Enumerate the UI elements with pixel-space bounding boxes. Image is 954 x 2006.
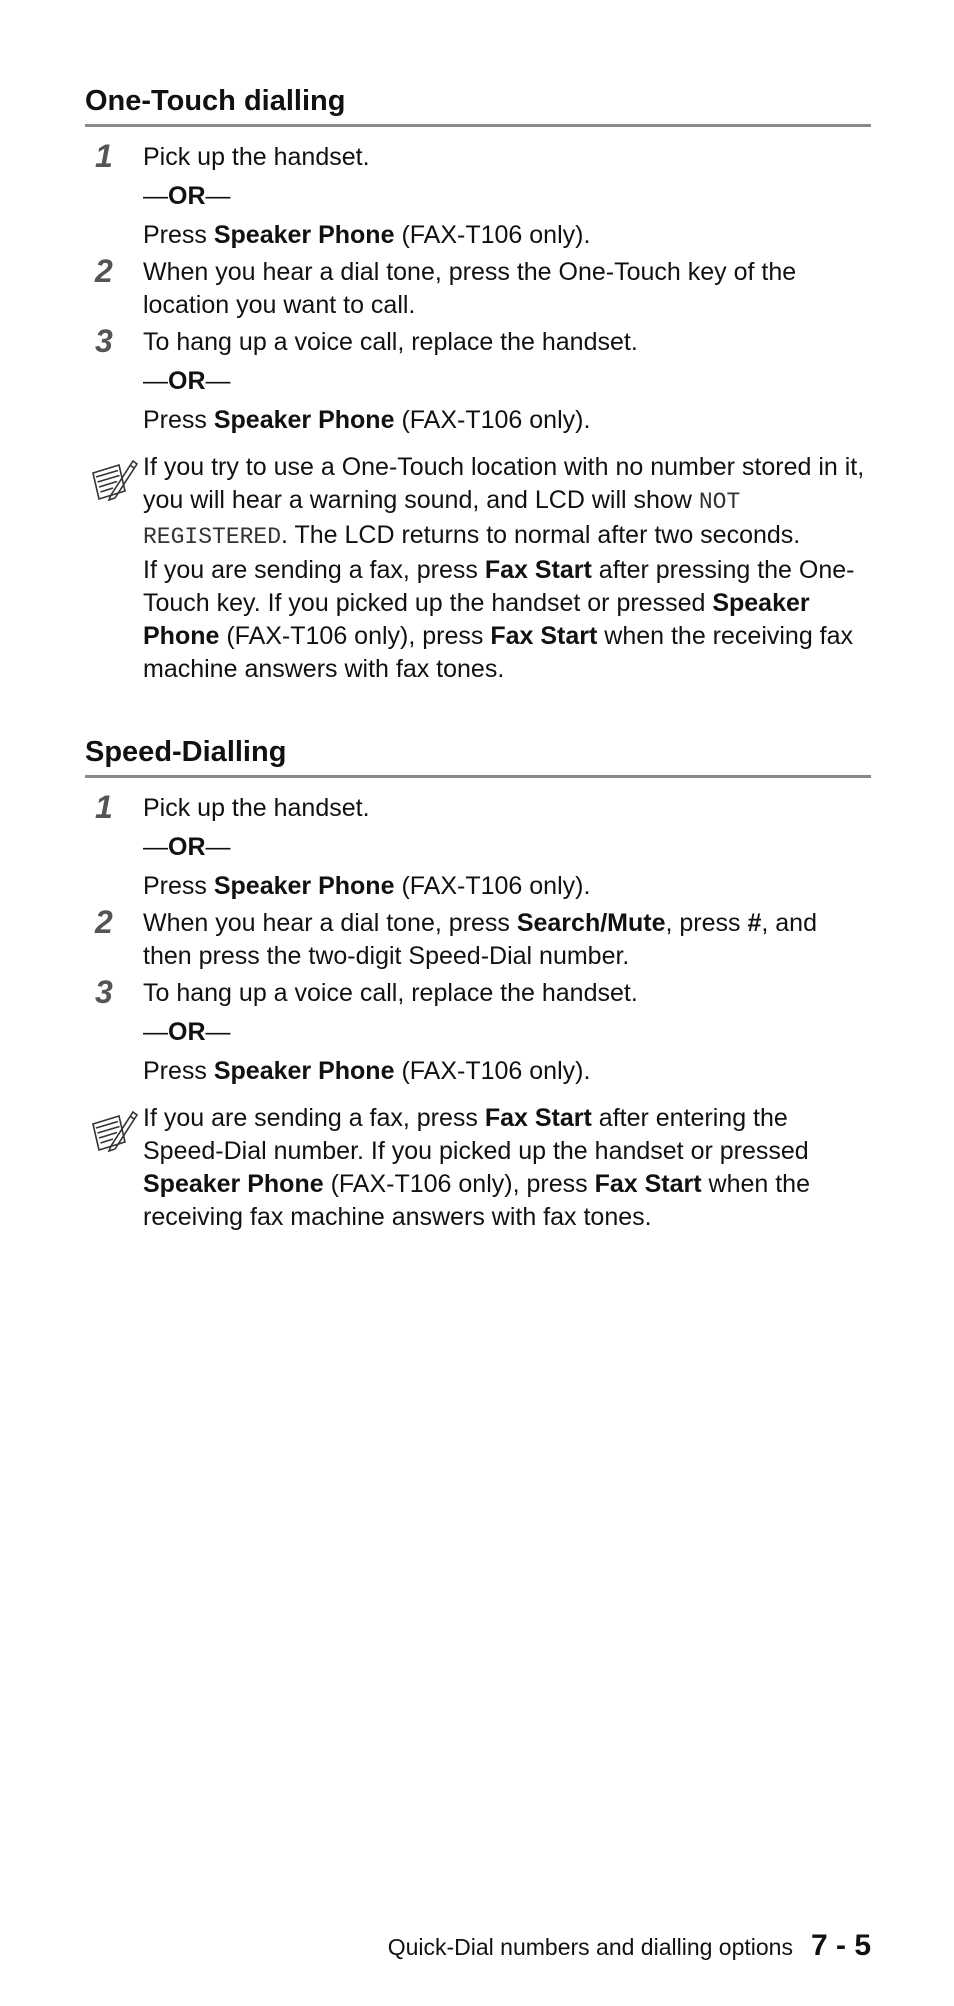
step-text: Pick up the handset. — [143, 794, 370, 822]
or-separator: —OR— — [143, 833, 231, 861]
step-number: 1 — [95, 789, 113, 825]
or-separator: —OR— — [143, 1018, 231, 1046]
section-title: Speed-Dialling — [85, 733, 871, 778]
section-one-touch-dialling — [85, 82, 871, 686]
step-alt-text: Press Speaker Phone (FAX-T106 only). — [143, 1057, 591, 1085]
key-name: Fax Start — [594, 1170, 702, 1198]
step-3 — [85, 323, 871, 437]
step-number: 2 — [95, 253, 113, 289]
key-name: Speaker Phone — [143, 1170, 324, 1198]
step-number: 3 — [95, 323, 113, 359]
key-name: Fax Start — [490, 622, 598, 650]
step-alt-text: Press Speaker Phone (FAX-T106 only). — [143, 872, 591, 900]
step-3 — [85, 974, 871, 1088]
step-text: Pick up the handset. — [143, 143, 370, 171]
step-1 — [85, 789, 871, 903]
key-name: Speaker Phone — [213, 221, 395, 249]
note-paragraph: If you are sending a fax, press Fax Start after pressing the One-Touch key. If you picked up the handset or pressed Speaker Phone (FAX-T106 only), press Fax Start when the receiving fax machine answers with fax tones. — [143, 556, 855, 683]
or-separator: —OR— — [143, 182, 231, 210]
note-paragraph: If you are sending a fax, press Fax Start after entering the Speed-Dial number. If you picked up the handset or pressed Speaker Phone (FAX-T106 only), press Fax Start when the receiving fax machine answers with fax tones. — [143, 1104, 810, 1231]
step-1 — [85, 138, 871, 252]
or-separator: —OR— — [143, 367, 231, 395]
note-pencil-icon — [89, 455, 139, 505]
page-footer — [388, 1928, 871, 1965]
step-number: 2 — [95, 904, 113, 940]
section-speed-dialling — [85, 733, 871, 1234]
note-box — [85, 1102, 871, 1234]
key-name: Search/Mute — [516, 909, 666, 937]
key-name: Fax Start — [484, 1104, 592, 1132]
key-name: Speaker Phone — [213, 872, 395, 900]
step-2 — [85, 253, 871, 322]
chapter-title: Quick-Dial numbers and dialling options — [387, 1934, 793, 1960]
step-text: When you hear a dial tone, press Search/Mute, press #, and then press the two-digit Speed-Dial number. — [143, 909, 817, 970]
steps-list — [85, 789, 871, 1088]
key-name: Speaker Phone — [143, 589, 810, 650]
step-number: 1 — [95, 138, 113, 174]
steps-list — [85, 138, 871, 437]
step-alt-text: Press Speaker Phone (FAX-T106 only). — [143, 221, 591, 249]
lcd-message: NOT REGISTERED — [143, 489, 741, 550]
note-box — [85, 451, 871, 686]
page-number: 7 - 5 — [810, 1929, 871, 1962]
key-name: Speaker Phone — [213, 1057, 395, 1085]
key-name: Fax Start — [484, 556, 592, 584]
key-name: Speaker Phone — [213, 406, 395, 434]
key-name: # — [747, 909, 762, 937]
step-text: To hang up a voice call, replace the handset. — [143, 328, 638, 356]
step-alt-text: Press Speaker Phone (FAX-T106 only). — [143, 406, 591, 434]
step-text: When you hear a dial tone, press the One-Touch key of the location you want to call. — [143, 258, 797, 319]
note-pencil-icon — [89, 1106, 139, 1156]
section-title: One-Touch dialling — [85, 82, 871, 127]
step-2 — [85, 904, 871, 973]
note-paragraph: If you try to use a One-Touch location with no number stored in it, you will hear a warning sound, and LCD will show NOT REGISTERED. The LCD returns to normal after two seconds. — [143, 453, 865, 550]
step-number: 3 — [95, 974, 113, 1010]
step-text: To hang up a voice call, replace the handset. — [143, 979, 638, 1007]
